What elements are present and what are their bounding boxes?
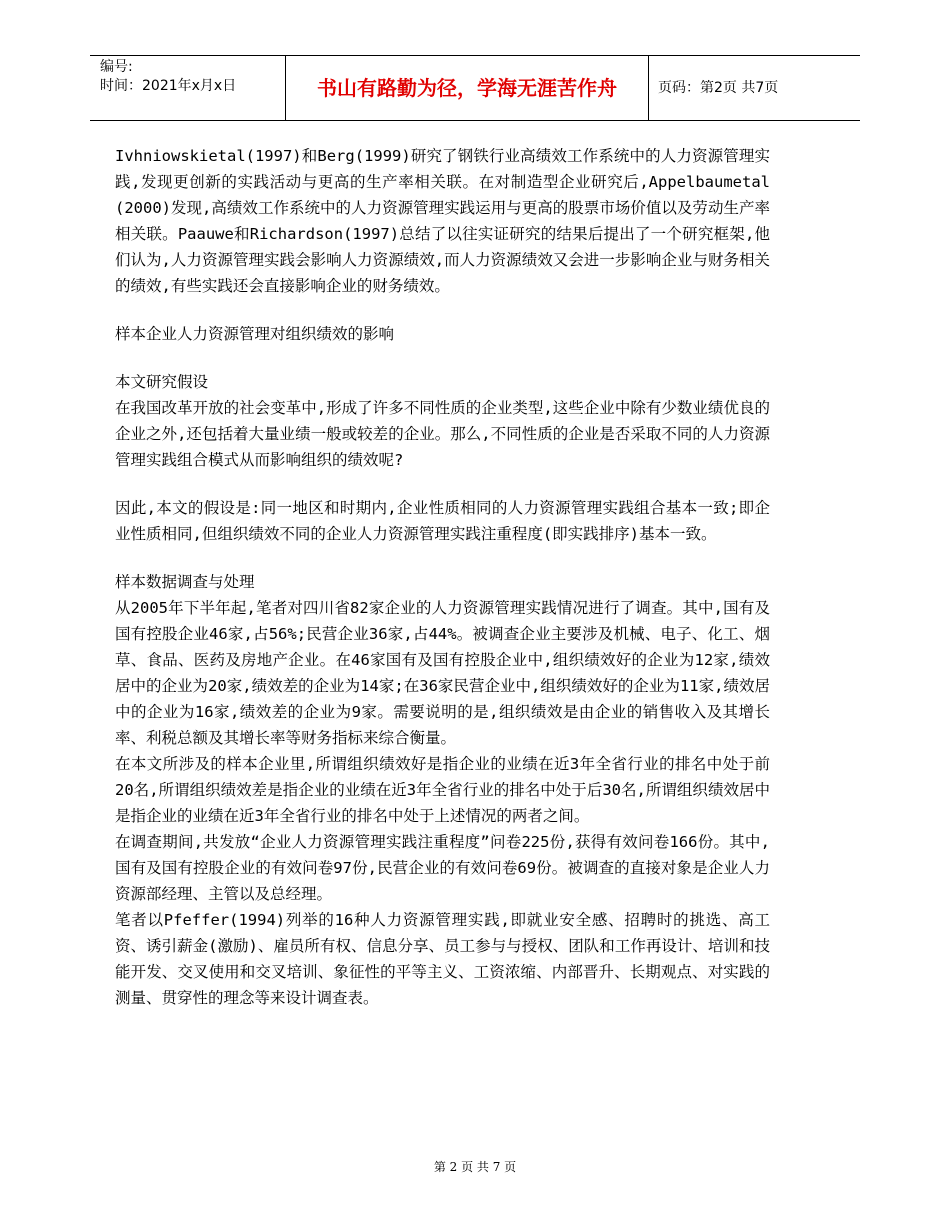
page-header — [90, 55, 860, 121]
section-heading-impact: 样本企业人力资源管理对组织绩效的影响 — [115, 325, 395, 343]
subheading-hypothesis: 本文研究假设 — [115, 373, 209, 391]
document-body — [115, 143, 770, 1011]
paragraph-survey-distribution: 在调查期间,共发放“企业人力资源管理实践注重程度”问卷225份,获得有效问卷166份。其中,国有及国有控股企业的有效问卷97份,民营企业的有效问卷69份。被调查的直接对象是企业人力资源部经理、主管以及总经理。 — [115, 833, 770, 903]
paragraph-hypothesis-statement: 因此,本文的假设是:同一地区和时期内,企业性质相同的人力资源管理实践组合基本一致;即企业性质相同,但组织绩效不同的企业人力资源管理实践注重程度(即实践排序)基本一致。 — [115, 499, 770, 543]
header-meta — [100, 58, 236, 96]
page-footer: 第 2 页 共 7 页 — [433, 1160, 517, 1174]
header-divider-right — [648, 56, 649, 120]
paragraph-sample-description: 从2005年下半年起,笔者对四川省82家企业的人力资源管理实践情况进行了调查。其中,国有及国有控股企业46家,占56%;民营企业36家,占44%。被调查企业主要涉及机械、电子、化工、烟草、食品、医药及房地产企业。在46家国有及国有控股企业中,组织绩效好的企业为12家,绩效居中的企业为20家,绩效差的企业为14家;在36家民营企业中,组织绩效好的企业为11家,绩效居中的企业为16家,绩效差的企业为9家。需要说明的是,组织绩效是由企业的销售收入及其增长率、利税总额及其增长率等财务指标来综合衡量。 — [115, 599, 770, 747]
paragraph-hypothesis-background: 在我国改革开放的社会变革中,形成了许多不同性质的企业类型,这些企业中除有少数业绩优良的企业之外,还包括着大量业绩一般或较差的企业。那么,不同性质的企业是否采取不同的人力资源管理实践组合模式从而影响组织的绩效呢? — [115, 399, 770, 469]
paragraph-survey-design: 笔者以Pfeffer(1994)列举的16种人力资源管理实践,即就业安全感、招聘时的挑选、高工资、诱引薪金(激励)、雇员所有权、信息分享、员工参与与授权、团队和工作再设计、培训和技能开发、交叉使用和交叉培训、象征性的平等主义、工资浓缩、内部晋升、长期观点、对实践的测量、贯穿性的理念等来设计调查表。 — [115, 911, 770, 1007]
header-motto: 书山有路勤为径，学海无涯苦作舟 — [317, 76, 617, 100]
header-page-label: 页码：第2页 共7页 — [658, 80, 779, 96]
paragraph-literature-review: Ivhniowskietal(1997)和Berg(1999)研究了钢铁行业高绩效工作系统中的人力资源管理实践,发现更创新的实践活动与更高的生产率相关联。在对制造型企业研究后,Appelbaumetal (2000)发现,高绩效工作系统中的人力资源管理实践运用与更高的股票市场价值以及劳动生产率相关联。Paauwe和Richardson(1997)总结了以往实证研究的结果后提出了一个研究框架,他们认为,人力资源管理实践会影响人力资源绩效,而人力资源绩效又会进一步影响企业与财务相关的绩效,有些实践还会直接影响企业的财务绩效。 — [115, 147, 770, 295]
header-number-label: 编号: — [100, 59, 133, 75]
paragraph-performance-definition: 在本文所涉及的样本企业里,所谓组织绩效好是指企业的业绩在近3年全省行业的排名中处于前20名,所谓组织绩效差是指企业的业绩在近3年全省行业的排名中处于后30名,所谓组织绩效居中是指企业的业绩在近3年全省行业的排名中处于上述情况的两者之间。 — [115, 755, 770, 825]
header-time-label: 时间：2021年x月x日 — [100, 78, 237, 94]
subheading-sample-data: 样本数据调查与处理 — [115, 573, 255, 591]
